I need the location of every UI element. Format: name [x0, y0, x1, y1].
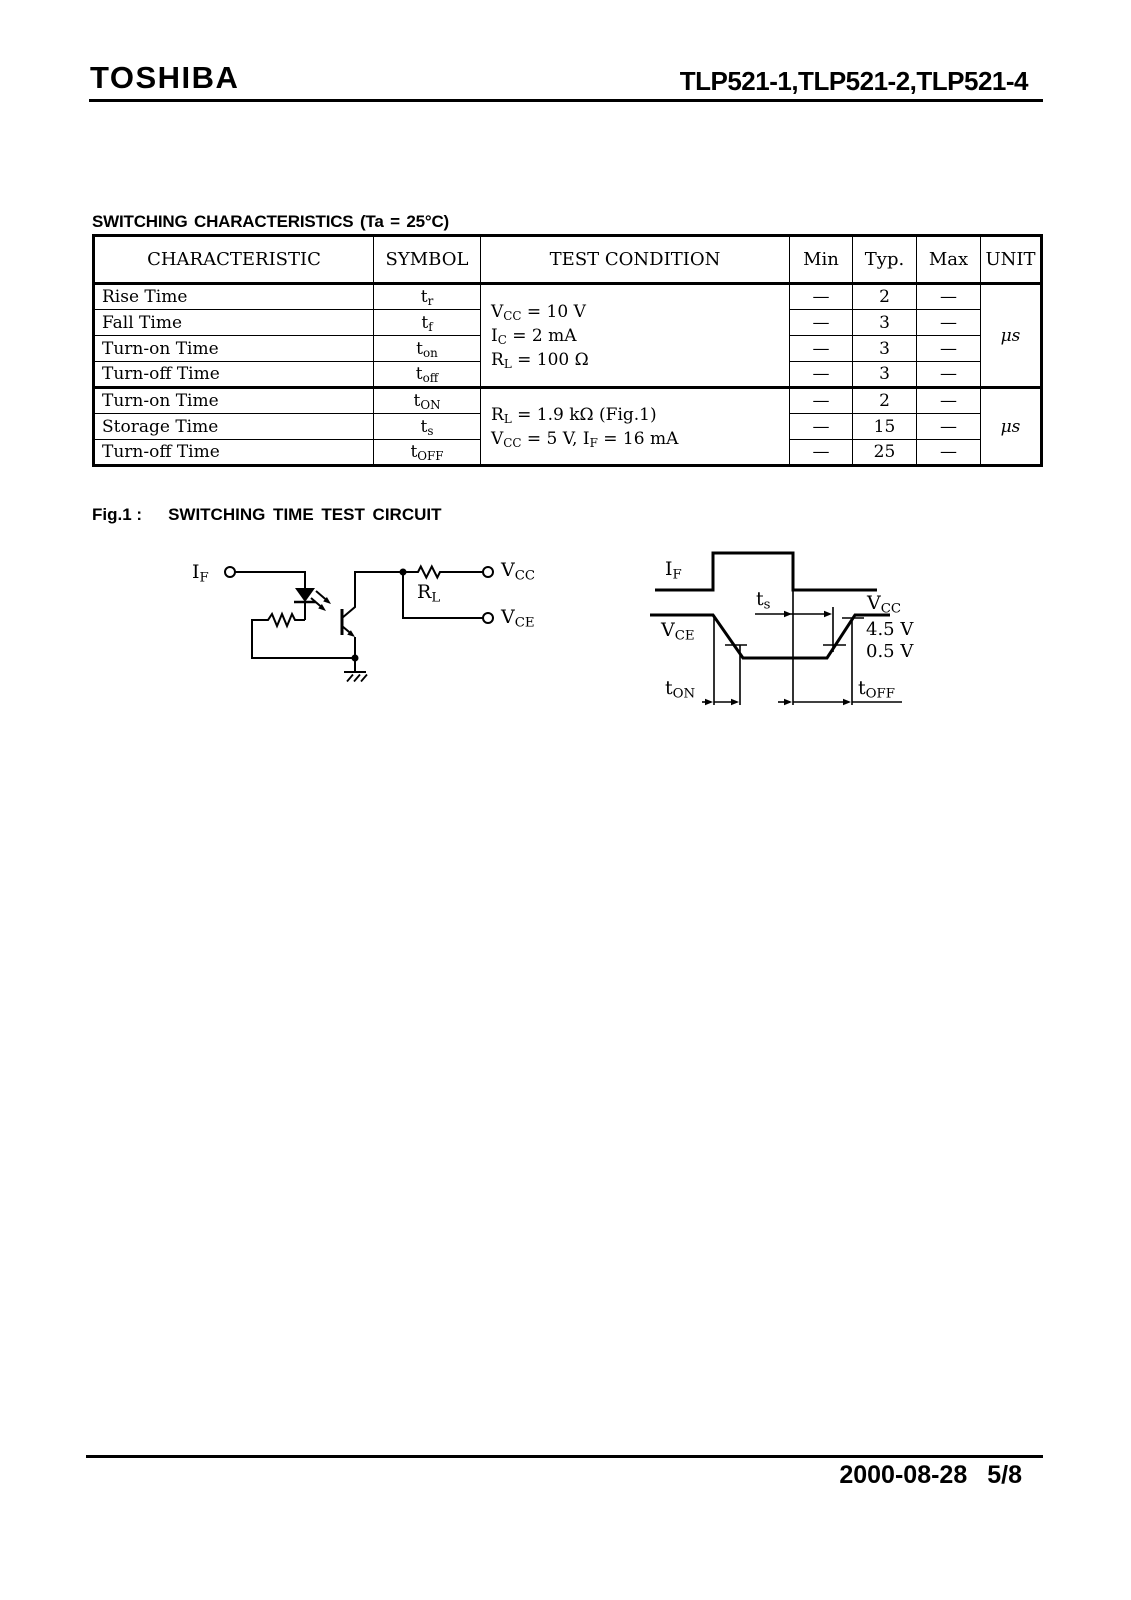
switching-waveform-diagram: [625, 545, 937, 713]
max-cell: —: [917, 362, 981, 388]
max-cell: —: [917, 414, 981, 440]
vce-waveform-label: $V_{CE}$: [661, 619, 695, 644]
min-cell: —: [790, 388, 853, 414]
ground-symbol: [344, 658, 367, 682]
footer: [839, 1461, 1022, 1490]
unit-cell: μs: [981, 284, 1042, 388]
if-input-label: $I_F$: [192, 561, 209, 586]
section-title: SWITCHING CHARACTERISTICS (Ta = 25°C): [92, 212, 450, 231]
col-symbol: SYMBOL: [374, 236, 481, 284]
symbol-cell: $t_r$: [374, 284, 481, 310]
min-cell: —: [790, 414, 853, 440]
max-cell: —: [917, 310, 981, 336]
symbol-cell: $t_{off}$: [374, 362, 481, 388]
condition-line: $R_L = 1.9$ kΩ (Fig.1): [491, 404, 657, 426]
lower-threshold-label: 0.5 V: [866, 641, 914, 662]
symbol-cell: $t_f$: [374, 310, 481, 336]
typ-cell: 3: [853, 362, 917, 388]
min-cell: —: [790, 310, 853, 336]
footer-rule: [86, 1455, 1043, 1458]
col-max: Max: [917, 236, 981, 284]
characteristic-cell: Turn-off Time: [94, 440, 374, 466]
figure-number: Fig.1 :: [92, 505, 143, 524]
col-min: Min: [790, 236, 853, 284]
if-terminal: [225, 567, 235, 577]
unit-cell: μs: [981, 388, 1042, 466]
min-cell: —: [790, 362, 853, 388]
col-unit: UNIT: [981, 236, 1042, 284]
max-cell: —: [917, 284, 981, 310]
vcc-terminal: [483, 567, 493, 577]
condition-line: $V_{CC} = 10$ V: [491, 301, 586, 323]
vcc-level-label: $V_{CC}$: [867, 592, 902, 617]
condition-line: $R_L = 100$ Ω: [491, 349, 589, 371]
typ-cell: 2: [853, 284, 917, 310]
ton-label: $t_{ON}$: [665, 677, 696, 702]
characteristic-cell: Rise Time: [94, 284, 374, 310]
typ-cell: 2: [853, 388, 917, 414]
table-header-row: [94, 236, 1042, 284]
footer-date: 2000-08-28: [839, 1461, 968, 1489]
min-cell: —: [790, 284, 853, 310]
condition-line: $I_C = 2$ mA: [491, 325, 577, 347]
symbol-cell: $t_{on}$: [374, 336, 481, 362]
light-emission-arrows: [311, 591, 331, 611]
typ-cell: 15: [853, 414, 917, 440]
table-row: [94, 284, 1042, 310]
if-waveform-label: $I_F$: [665, 558, 682, 583]
test-condition-cell: [481, 388, 790, 466]
col-test-condition: TEST CONDITION: [481, 236, 790, 284]
characteristic-cell: Turn-on Time: [94, 388, 374, 414]
load-resistor-symbol: [403, 567, 483, 578]
typ-cell: 3: [853, 310, 917, 336]
max-cell: —: [917, 440, 981, 466]
characteristic-cell: Turn-off Time: [94, 362, 374, 388]
part-numbers: TLP521-1,TLP521-2,TLP521-4: [679, 66, 1028, 96]
typ-cell: 3: [853, 336, 917, 362]
symbol-cell: $t_s$: [374, 414, 481, 440]
min-cell: —: [790, 440, 853, 466]
if-waveform: [655, 553, 877, 590]
toff-label: $t_{OFF}$: [858, 677, 895, 702]
vce-terminal: [483, 613, 493, 623]
ts-label: $t_s$: [756, 588, 771, 613]
max-cell: —: [917, 388, 981, 414]
min-cell: —: [790, 336, 853, 362]
characteristic-cell: Storage Time: [94, 414, 374, 440]
footer-page-number: 5/8: [987, 1461, 1022, 1489]
test-circuit-diagram: [190, 538, 560, 698]
figure-caption: [92, 505, 442, 525]
characteristic-cell: Turn-on Time: [94, 336, 374, 362]
header-rule: [89, 99, 1043, 102]
table-row: [94, 388, 1042, 414]
upper-threshold-label: 4.5 V: [866, 619, 914, 640]
condition-line: $V_{CC} = 5$ V, $I_F = 16$ mA: [491, 428, 679, 450]
max-cell: —: [917, 336, 981, 362]
characteristic-cell: Fall Time: [94, 310, 374, 336]
symbol-cell: $t_{OFF}$: [374, 440, 481, 466]
phototransistor-symbol: [342, 572, 403, 658]
col-typ: Typ.: [853, 236, 917, 284]
col-characteristic: CHARACTERISTIC: [94, 236, 374, 284]
symbol-cell: $t_{ON}$: [374, 388, 481, 414]
toshiba-logo: TOSHIBA: [90, 60, 240, 95]
figure-title: SWITCHING TIME TEST CIRCUIT: [168, 505, 442, 524]
test-condition-cell: [481, 284, 790, 388]
vcc-supply-label: $V_{CC}$: [501, 559, 536, 584]
switching-characteristics-table: [92, 234, 1043, 467]
typ-cell: 25: [853, 440, 917, 466]
vce-output-label: $V_{CE}$: [501, 606, 535, 631]
rl-resistor-label: $R_L$: [417, 581, 441, 606]
